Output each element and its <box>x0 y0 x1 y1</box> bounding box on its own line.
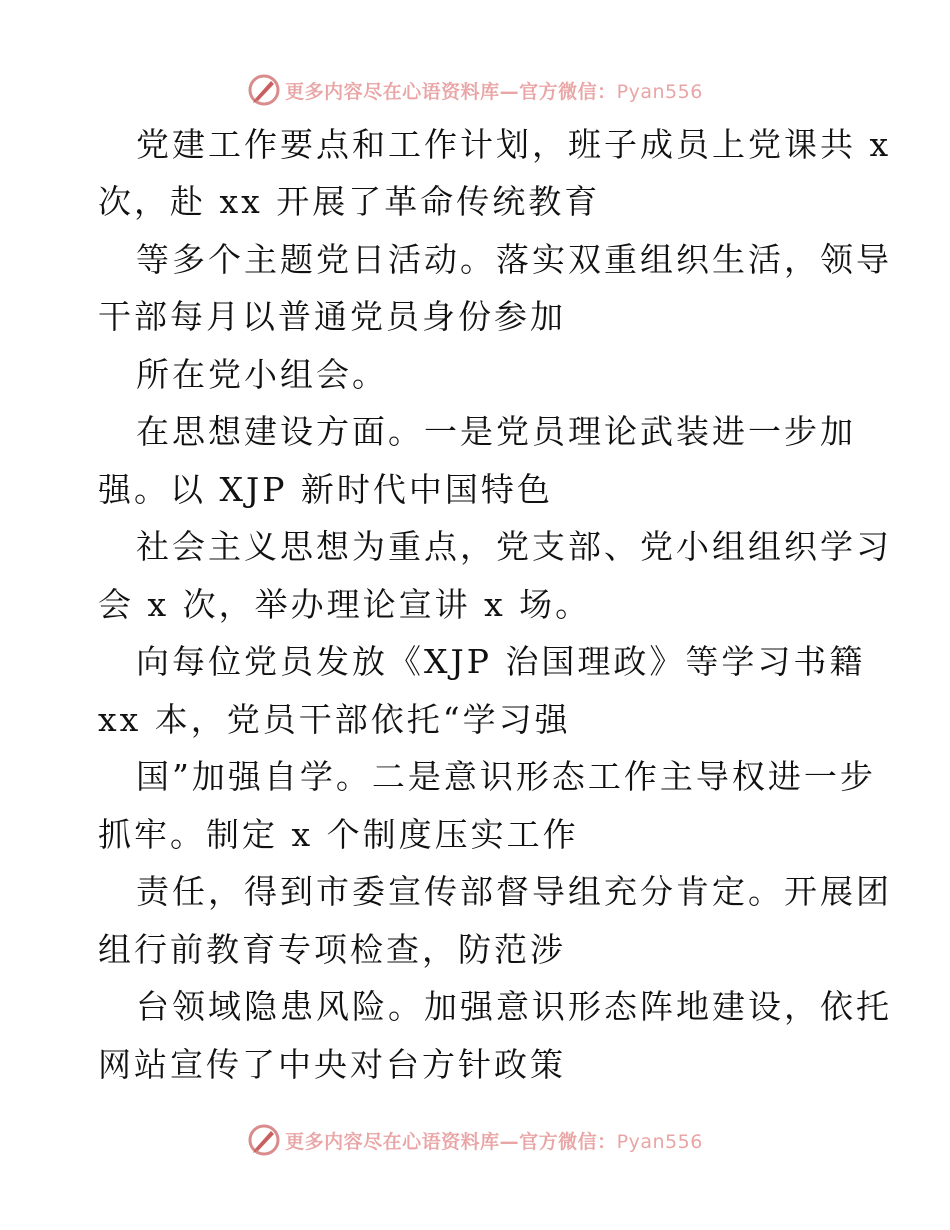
text-line: 所在党小组会。 <box>136 355 388 394</box>
watermark-text: 更多内容尽在心语资料库—官方微信：Pyan556 <box>285 80 703 103</box>
text-line: 台领域隐患风险。加强意识形态阵地建设，依托 <box>136 987 892 1026</box>
text-line: 强。以 XJP 新时代中国特色 <box>98 470 553 509</box>
text-line: 干部每月以普通党员身份参加 <box>98 297 566 336</box>
text-line: 组行前教育专项检查，防范涉 <box>98 930 566 969</box>
footer-watermark <box>0 1120 950 1160</box>
text-line: 次，赴 xx 开展了革命传统教育 <box>98 182 601 221</box>
text-line: 责任，得到市委宣传部督导组充分肯定。开展团 <box>136 872 892 911</box>
text-line: 国”加强自学。二是意识形态工作主导权进一步 <box>136 757 876 796</box>
text-line: 等多个主题党日活动。落实双重组织生活，领导 <box>136 240 892 279</box>
quill-pen-logo-icon <box>247 1123 281 1157</box>
text-line: 抓牢。制定 x 个制度压实工作 <box>98 815 579 854</box>
text-line: 党建工作要点和工作计划，班子成员上党课共 x <box>136 125 892 164</box>
header-watermark <box>0 70 950 110</box>
text-line: 向每位党员发放《XJP 治国理政》等学习书籍 <box>136 642 866 681</box>
text-line: 网站宣传了中央对台方针政策 <box>98 1045 566 1084</box>
text-line: 在思想建设方面。一是党员理论武装进一步加 <box>136 412 856 451</box>
text-line: 社会主义思想为重点，党支部、党小组组织学习 <box>136 527 892 566</box>
quill-pen-logo-icon <box>247 73 281 107</box>
text-line: xx 本，党员干部依托“学习强 <box>98 700 571 739</box>
watermark-text: 更多内容尽在心语资料库—官方微信：Pyan556 <box>285 1130 703 1153</box>
text-line: 会 x 次，举办理论宣讲 x 场。 <box>98 585 592 624</box>
